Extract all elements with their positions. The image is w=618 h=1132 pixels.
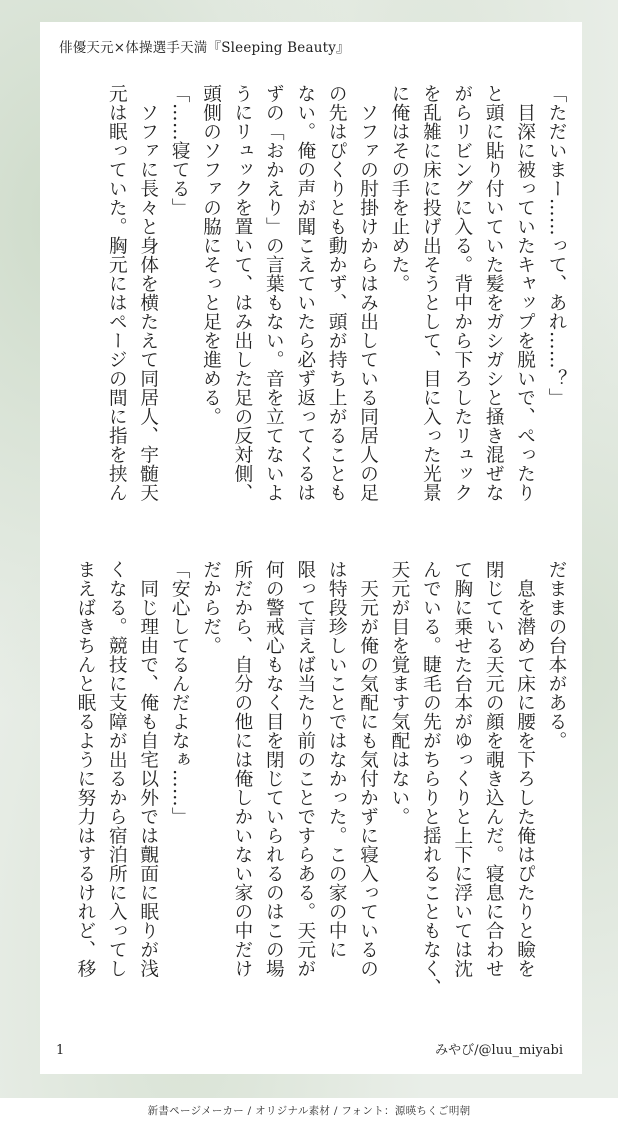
page-title: 俳優天元×体操選手天満『Sleeping Beauty』 — [59, 40, 350, 56]
book-page — [40, 22, 582, 1074]
author-credit: みやび/@luu_miyabi — [435, 1043, 563, 1058]
upper-text-block: 「ただいまー……って、あれ……？」 目深に被っていたキャップを脱いで、ぺったり と頭に貼り付いていた髪をガシガシと掻き混ぜな がらリビングに入る。背中から下ろしたリュック を乱雑に床に投げ出そうとして、目に入った光景 に俺はその手を止めた。 ソファの肘掛けからはみ出している同居人の足 の先はぴくりとも動かず、頭が持ち上がることも ない。俺の声が聞こえていたら必ず返ってくるは ずの「おかえり」の言葉もない。音を立てないよ うにリュックを置いて、はみ出した足の反対側、 頭側のソファの脇にそっと足を進める。 「……寝てる」 ソファに長々と身体を横たえて同居人、宇髄天 元は眠っていた。胸元にはページの間に指を挟ん — [106, 84, 567, 502]
generator-credit: 新書ページメーカー / オリジナル素材 / フォント：源暎ちくご明朝 — [147, 1105, 471, 1117]
lower-text-block: だままの台本がある。 息を潜めて床に腰を下ろした俺はぴたりと瞼を 閉じている天元の顔を覗き込んだ。寝息に合わせ て胸に乗せた台本がゆっくりと上下に浮いては沈 んでいる。睫毛の先がちらりと揺れることもなく、 天元が目を覚ます気配はない。 天元が俺の気配にも気付かずに寝入っているの は特段珍しいことではなかった。この家の中に 限って言えば当たり前のことですらある。天元が 何の警戒心もなく目を閉じていられるのはこの場 所だから、自分の他には俺しかいない家の中だけ だからだ。 「安心してるんだよなぁ……」 同じ理由で、俺も自宅以外では覿面に眠りが浅 くなる。競技に支障が出るから宿泊所に入ってし まえばきちんと眠るように努力はするけれど、移 — [74, 560, 567, 997]
page-number: 1 — [56, 1043, 65, 1058]
